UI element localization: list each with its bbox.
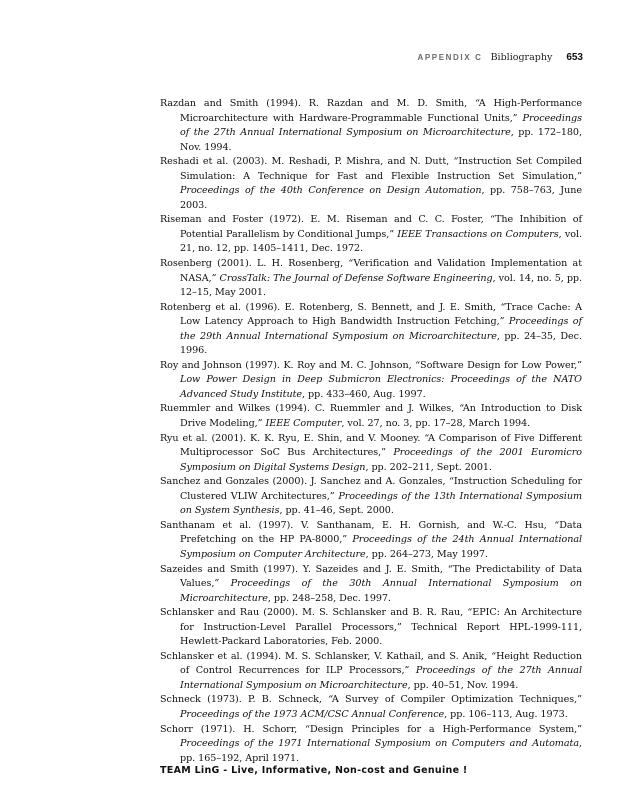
watermark-footer: TEAM LinG - Live, Informative, Non-cost and Genuine !	[160, 765, 468, 776]
entry-text: , pp. 202–211, Sept. 2001.	[365, 461, 492, 473]
entry-text: , pp. 758–763, June 2003.	[180, 185, 582, 211]
entry-text: Sazeides and Smith (1997). Y. Sazeides and J. E. Smith, “The Predictability of Data Values,”	[160, 563, 582, 590]
entry-text: Roy and Johnson (1997). K. Roy and M. C. Johnson, “Software Design for Low Power,”	[160, 359, 582, 371]
entry-source-title: Proceedings of the 29th Annual International Symposium on Microarchitecture	[180, 316, 582, 342]
entry-source-title: Proceedings of the 27th Annual International Symposium on Microarchitecture	[180, 665, 582, 691]
entry-source-title: Proceedings of the 27th Annual International Symposium on Microarchitecture	[180, 112, 582, 139]
entry-source-title: Proceedings of the 40th Conference on Design Automation	[180, 185, 482, 197]
entry-text: Rotenberg et al. (1996). E. Rotenberg, S. Bennett, and J. E. Smith, “Trace Cache: A Low Latency Approach to High Bandwidth Instruction Fetching,”	[160, 301, 582, 328]
entry-source-title: Proceedings of the 13th International Symposium on System Synthesis	[180, 490, 582, 517]
bibliography-entry	[160, 213, 582, 257]
bibliography-entry	[160, 475, 582, 519]
entry-text: Schlansker et al. (1994). M. S. Schlansker, V. Kathail, and S. Anik, “Height Reduction of Control Recurrences for ILP Processors,”	[160, 650, 582, 677]
appendix-label: APPENDIX C	[417, 53, 483, 62]
entry-text: Santhanam et al. (1997). V. Santhanam, E. H. Gornish, and W.-C. Hsu, “Data Prefetching on the HP PA-8000,”	[160, 519, 582, 546]
entry-text: Rosenberg (2001). L. H. Rosenberg, “Verification and Validation Implementation at NASA,”	[160, 258, 582, 284]
bibliography-entry	[160, 359, 582, 403]
page-number: 653	[566, 52, 583, 63]
entry-text: Schlansker and Rau (2000). M. S. Schlansker and B. R. Rau, “EPIC: An Architecture for Instruction-Level Parallel Processors,” Technical Report HPL-1999-111, Hewlett-Packard Laboratories, Feb. 2000.	[160, 607, 582, 648]
bibliography-entry	[160, 257, 582, 301]
entry-source-title: Low Power Design in Deep Submicron Electronics: Proceedings of the NATO Advanced Study Institute	[180, 374, 582, 400]
bibliography-entry	[160, 97, 582, 155]
entry-text: Ruemmler and Wilkes (1994). C. Ruemmler and J. Wilkes, “An Introduction to Disk Drive Modeling,”	[160, 403, 582, 430]
entry-source-title: CrossTalk: The Journal of Defense Software Engineering	[219, 272, 493, 284]
entry-source-title: Proceedings of the 1973 ACM/CSC Annual Conference	[180, 708, 445, 720]
entry-text: , pp. 248–258, Dec. 1997.	[267, 592, 391, 604]
chapter-title: Bibliography	[490, 52, 553, 63]
bibliography-entry	[160, 693, 582, 722]
entry-text: Reshadi et al. (2003). M. Reshadi, P. Mishra, and N. Dutt, “Instruction Set Compiled Simulation: A Technique for Fast and Flexible Instruction Set Simulation,”	[160, 156, 582, 182]
entry-source-title: Proceedings of the 24th Annual International Symposium on Computer Architecture	[180, 534, 583, 560]
entry-text: , pp. 40–51, Nov. 1994.	[407, 679, 519, 691]
entry-source-title: Proceedings of the 1971 International Symposium on Computers and Automata	[180, 738, 579, 750]
entry-text: Schneck (1973). P. B. Schneck, “A Survey of Compiler Optimization Techniques,”	[160, 694, 582, 706]
bibliography-entry	[160, 723, 582, 767]
bibliography-entry	[160, 650, 582, 694]
entry-text: , vol. 14, no. 5, pp. 12–15, May 2001.	[180, 272, 582, 299]
entry-text: Razdan and Smith (1994). R. Razdan and M. D. Smith, “A High-Performance Microarchitecture with Hardware-Programmable Functional Units,”	[160, 98, 582, 124]
entry-text: , pp. 41–46, Sept. 2000.	[279, 505, 394, 517]
entry-source-title: Proceedings of the 2001 Euromicro Symposium on Digital Systems Design	[180, 447, 583, 473]
entry-text: Schorr (1971). H. Schorr, “Design Principles for a High-Performance System,”	[160, 723, 582, 735]
entry-text: , pp. 165–192, April 1971.	[180, 738, 582, 764]
bibliography-entry	[160, 563, 582, 607]
bibliography-entry	[160, 606, 582, 650]
running-header	[417, 52, 583, 63]
entry-text: Sanchez and Gonzales (2000). J. Sanchez and A. Gonzales, “Instruction Scheduling for Clustered VLIW Architectures,”	[160, 476, 582, 502]
entry-text: Riseman and Foster (1972). E. M. Riseman and C. C. Foster, “The Inhibition of Potential Parallelism by Conditional Jumps,”	[160, 214, 582, 240]
bibliography-entry	[160, 402, 582, 431]
entry-source-title: Proceedings of the 30th Annual International Symposium on Microarchitecture	[180, 578, 583, 604]
entry-text: , pp. 106–113, Aug. 1973.	[444, 708, 568, 720]
entry-source-title: IEEE Transactions on Computers	[397, 228, 559, 240]
bibliography-entry	[160, 519, 582, 563]
entry-text: , pp. 433–460, Aug. 1997.	[302, 388, 426, 400]
entry-text: , vol. 27, no. 3, pp. 17–28, March 1994.	[341, 418, 531, 430]
bibliography-entry	[160, 155, 582, 213]
entry-text: , pp. 172–180, Nov. 1994.	[180, 127, 582, 153]
entry-source-title: IEEE Computer	[265, 418, 342, 430]
entry-text: , pp. 24–35, Dec. 1996.	[180, 330, 582, 357]
entry-text: , vol. 21, no. 12, pp. 1405–1411, Dec. 1972.	[180, 228, 582, 255]
entry-text: Ryu et al. (2001). K. K. Ryu, E. Shin, and V. Mooney. “A Comparison of Five Different Multiprocessor SoC Bus Architectures,”	[160, 432, 582, 459]
bibliography-list	[160, 97, 582, 766]
bibliography-entry	[160, 301, 582, 359]
entry-text: , pp. 264–273, May 1997.	[365, 548, 488, 560]
bibliography-entry	[160, 432, 582, 476]
